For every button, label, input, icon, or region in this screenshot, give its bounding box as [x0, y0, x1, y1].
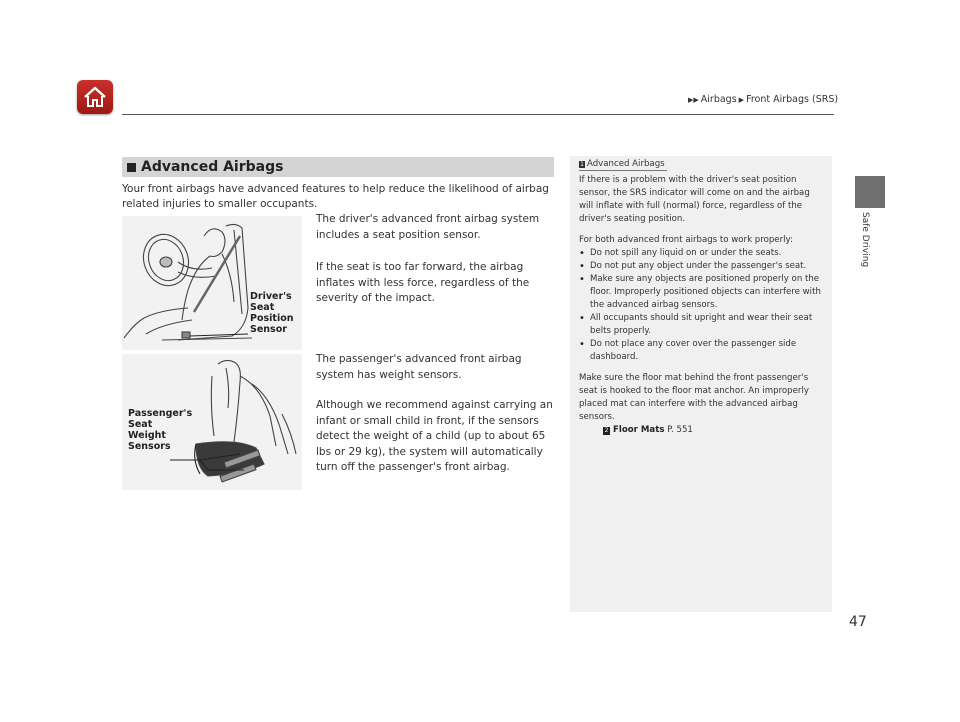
intro-paragraph: Your front airbags have advanced features to help reduce the likelihood of airbag related injuries to smaller occupants.	[122, 183, 549, 210]
chapter-tab-label: Safe Driving	[860, 212, 870, 268]
breadcrumb-arrow-icon: ▶	[738, 96, 745, 104]
breadcrumb-item-front-airbags[interactable]: Front Airbags (SRS)	[746, 94, 839, 105]
sidebar-title: 1 Advanced Airbags	[580, 159, 665, 169]
sidebar-paragraph-2: For both advanced front airbags to work properly:	[579, 235, 793, 245]
sidebar-paragraph-3: Make sure the floor mat behind the front passenger's seat is hooked to the floor mat anchor. An improperly placed mat can interfere with the advanced airbag sensors.	[579, 373, 809, 422]
sidebar-bullet: • All occupants should sit upright and wear their seat belts properly.	[579, 312, 826, 338]
sidebar-bullet: • Do not spill any liquid on or under the seats.	[579, 247, 826, 260]
breadcrumb-item-airbags[interactable]: Airbags	[700, 94, 737, 105]
sidebar-paragraph-1: If there is a problem with the driver's seat position sensor, the SRS indicator will come on and the airbag will inflate with full (normal) force, regardless of the driver's seating position.	[579, 175, 810, 224]
reference-page: P. 551	[667, 425, 693, 435]
breadcrumb	[686, 94, 838, 105]
floor-mats-reference-link[interactable]	[579, 424, 826, 437]
home-button[interactable]	[77, 80, 113, 114]
chapter-tab-marker	[855, 176, 885, 208]
passenger-sensor-callout: Passenger's Seat Weight Sensors	[128, 408, 193, 452]
note-marker-icon: 1	[580, 161, 584, 168]
section-header	[122, 157, 554, 177]
home-icon	[82, 85, 108, 109]
header-divider	[122, 114, 834, 115]
passenger-sensor-paragraph: The passenger's advanced front airbag system has weight sensors.	[316, 353, 522, 381]
sidebar-title-rule	[579, 170, 667, 171]
passenger-seat-illustration	[122, 354, 302, 490]
breadcrumb-arrow-icon: ▶▶	[688, 96, 699, 104]
driver-sensor-paragraph: The driver's advanced front airbag system includes a seat position sensor.	[316, 213, 540, 241]
sidebar-bullet: • Do not put any object under the passenger's seat.	[579, 260, 826, 273]
driver-sensor-callout: Driver's Seat Position Sensor	[250, 291, 294, 335]
driver-seat-illustration	[122, 216, 302, 350]
child-warning-paragraph: Although we recommend against carrying an infant or small child in front, if the sensors detect the weight of a child (up to about 65 lbs or 29 kg), the system will automatically turn off the passenger's front airbag.	[316, 399, 553, 473]
page-number: 47	[849, 614, 867, 630]
sidebar-bullet: • Make sure any objects are positioned properly on the floor. Improperly positioned objects can interfere with the advanced airbag sensors.	[579, 273, 826, 312]
sidebar-bullet: • Do not place any cover over the passenger side dashboard.	[579, 338, 826, 364]
reference-arrow-icon: 2	[604, 427, 609, 434]
square-bullet-icon	[127, 163, 136, 172]
sidebar-body	[579, 174, 826, 437]
sidebar-note	[570, 156, 832, 612]
reference-label: Floor Mats	[613, 425, 665, 435]
seat-forward-paragraph: If the seat is too far forward, the airbag inflates with less force, regardless of the severity of the impact.	[316, 261, 530, 304]
section-title: Advanced Airbags	[141, 159, 284, 175]
